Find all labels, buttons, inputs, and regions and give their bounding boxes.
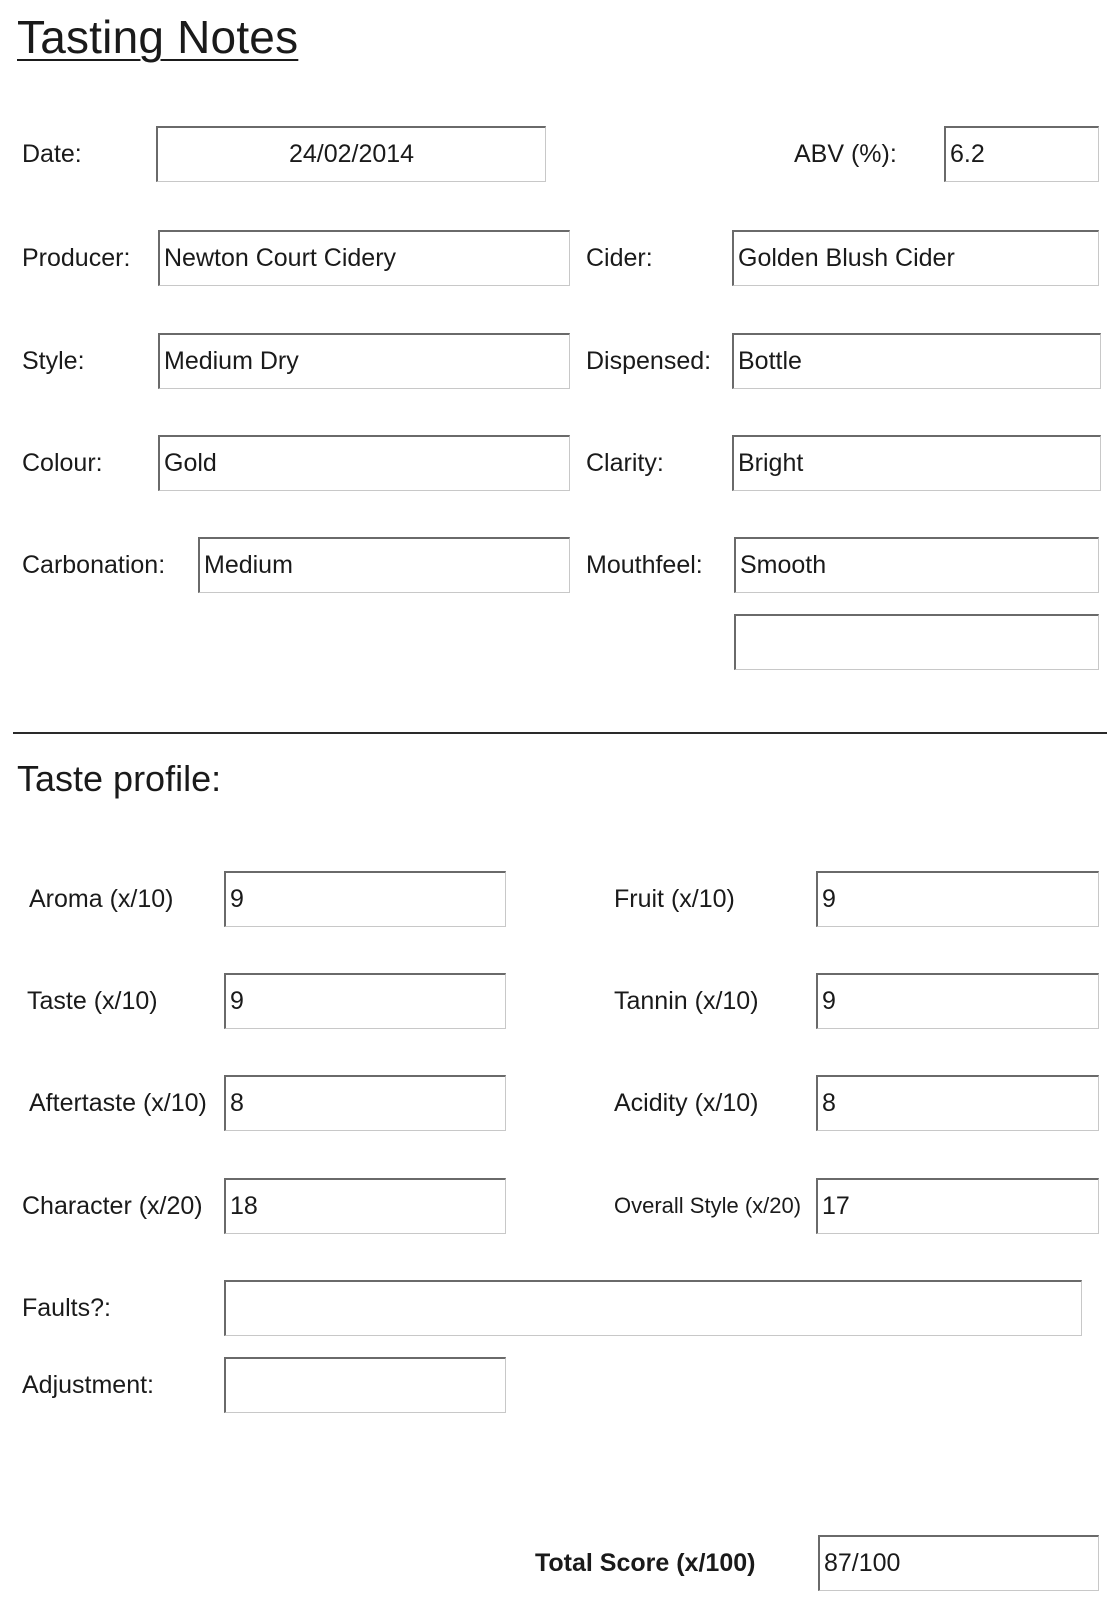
taste-label: Taste (x/10) [27, 987, 158, 1015]
overall-style-field[interactable]: 17 [816, 1178, 1099, 1234]
clarity-field[interactable]: Bright [732, 435, 1101, 491]
colour-label: Colour: [22, 449, 103, 477]
dispensed-label: Dispensed: [586, 347, 712, 375]
overall-style-label: Overall Style (x/20) [614, 1193, 802, 1218]
acidity-label: Acidity (x/10) [614, 1089, 759, 1117]
style-label: Style: [22, 347, 85, 375]
abv-label: ABV (%): [794, 140, 897, 168]
aftertaste-label: Aftertaste (x/10) [29, 1089, 207, 1117]
carbonation-label: Carbonation: [22, 551, 166, 579]
dispensed-field[interactable]: Bottle [732, 333, 1101, 389]
taste-profile-heading: Taste profile: [17, 758, 222, 799]
cider-field[interactable]: Golden Blush Cider [732, 230, 1099, 286]
date-field[interactable]: 24/02/2014 [156, 126, 546, 182]
adjustment-label: Adjustment: [22, 1371, 155, 1399]
total-score-field[interactable]: 87/100 [818, 1535, 1099, 1591]
abv-field[interactable]: 6.2 [944, 126, 1099, 182]
mouthfeel-extra-field[interactable] [734, 614, 1099, 670]
page-title: Tasting Notes [17, 11, 299, 63]
style-field[interactable]: Medium Dry [158, 333, 570, 389]
carbonation-field[interactable]: Medium [198, 537, 570, 593]
character-field[interactable]: 18 [224, 1178, 506, 1234]
faults-label: Faults?: [22, 1294, 111, 1322]
producer-label: Producer: [22, 244, 131, 272]
adjustment-field[interactable] [224, 1357, 506, 1413]
aftertaste-field[interactable]: 8 [224, 1075, 506, 1131]
character-label: Character (x/20) [22, 1192, 203, 1220]
section-divider [13, 732, 1107, 734]
mouthfeel-field[interactable]: Smooth [734, 537, 1099, 593]
fruit-label: Fruit (x/10) [614, 885, 735, 913]
cider-label: Cider: [586, 244, 653, 272]
tannin-label: Tannin (x/10) [614, 987, 759, 1015]
mouthfeel-label: Mouthfeel: [586, 551, 703, 579]
producer-field[interactable]: Newton Court Cidery [158, 230, 570, 286]
colour-field[interactable]: Gold [158, 435, 570, 491]
aroma-field[interactable]: 9 [224, 871, 506, 927]
faults-field[interactable] [224, 1280, 1082, 1336]
aroma-label: Aroma (x/10) [29, 885, 174, 913]
fruit-field[interactable]: 9 [816, 871, 1099, 927]
clarity-label: Clarity: [586, 449, 664, 477]
taste-field[interactable]: 9 [224, 973, 506, 1029]
acidity-field[interactable]: 8 [816, 1075, 1099, 1131]
total-score-label: Total Score (x/100) [535, 1549, 756, 1577]
date-label: Date: [22, 140, 82, 168]
tannin-field[interactable]: 9 [816, 973, 1099, 1029]
